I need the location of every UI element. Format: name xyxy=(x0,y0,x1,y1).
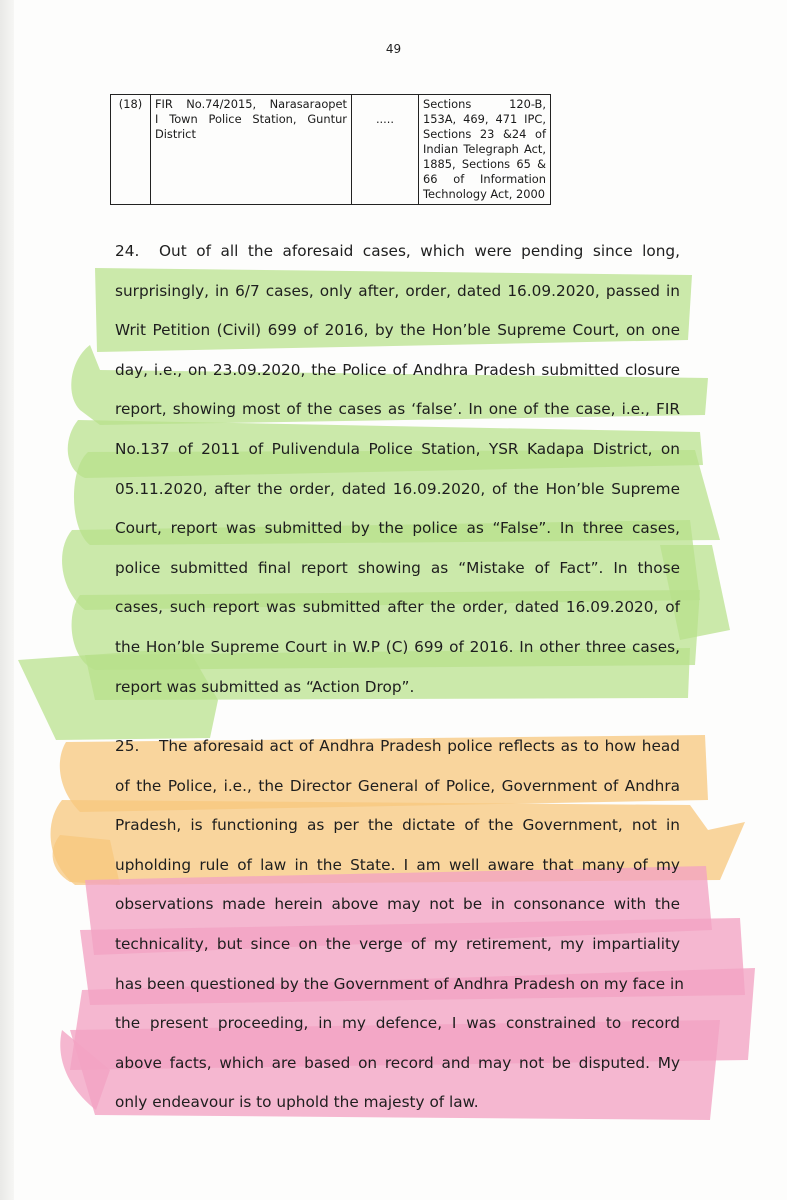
sections-line: 153A, 469, 471 IPC, xyxy=(423,112,546,126)
paragraph-line: the Hon’ble Supreme Court in W.P (C) 699 of 2016. In other three cases, xyxy=(115,637,680,656)
sections-line: Indian Telegraph Act, xyxy=(423,142,546,156)
paragraph-line: report was submitted as “Action Drop”. xyxy=(115,677,415,696)
paragraph-25 xyxy=(115,727,684,1123)
paragraph-line xyxy=(115,727,680,767)
dots-cell: ..... xyxy=(352,95,419,205)
paragraph-24 xyxy=(115,232,680,707)
sections-line: Technology Act, 2000 xyxy=(423,187,545,201)
sections-line: Sections 120-B, xyxy=(423,97,546,111)
paragraph-line: police submitted final report showing as “Mistake of Fact”. In those xyxy=(115,558,680,577)
paragraph-number: 24. xyxy=(115,242,140,260)
serial-cell: (18) xyxy=(111,95,151,205)
sections-line: 66 of Information xyxy=(423,172,546,186)
fir-line: I Town Police Station, Guntur xyxy=(155,112,347,126)
page-number: 49 xyxy=(385,42,402,56)
paragraph-line xyxy=(115,232,680,272)
paragraph-line: technicality, but since on the verge of my retirement, my impartiality xyxy=(115,934,680,953)
sections-line: Sections 23 &24 of xyxy=(423,127,546,141)
paragraph-line: cases, such report was submitted after the order, dated 16.09.2020, of xyxy=(115,598,680,617)
paragraph-line: report, showing most of the cases as ‘false’. In one of the case, i.e., FIR xyxy=(115,400,680,419)
paragraph-line: only endeavour is to uphold the majesty of law. xyxy=(115,1093,479,1112)
fir-line: District xyxy=(155,127,196,141)
paragraph-line: Court, report was submitted by the police as “False”. In three cases, xyxy=(115,519,680,538)
paragraph-line-text: Out of all the aforesaid cases, which were pending since long, xyxy=(159,242,680,260)
paragraph-line: the present proceeding, in my defence, I was constrained to record xyxy=(115,1014,680,1033)
fir-line: FIR No.74/2015, Narasaraopet xyxy=(155,97,347,111)
sections-line: 1885, Sections 65 & xyxy=(423,157,546,171)
paragraph-line: Pradesh, is functioning as per the dictate of the Government, not in xyxy=(115,816,680,835)
paragraph-line: 05.11.2020, after the order, dated 16.09.2020, of the Hon’ble Supreme xyxy=(115,479,680,498)
paragraph-line: above facts, which are based on record and may not be disputed. My xyxy=(115,1053,680,1072)
paragraph-number: 25. xyxy=(115,737,140,755)
paragraph-line: has been questioned by the Government of Andhra Pradesh on my face in xyxy=(115,974,684,993)
paragraph-line: of the Police, i.e., the Director General of Police, Government of Andhra xyxy=(115,776,680,795)
paragraph-line: Writ Petition (Civil) 699 of 2016, by the Hon’ble Supreme Court, on one xyxy=(115,321,680,340)
paragraph-line: surprisingly, in 6/7 cases, only after, order, dated 16.09.2020, passed in xyxy=(115,281,680,300)
paragraph-line: observations made herein above may not be in consonance with the xyxy=(115,895,680,914)
paragraph-line: upholding rule of law in the State. I am well aware that many of my xyxy=(115,855,680,874)
paragraph-line-text: The aforesaid act of Andhra Pradesh police reflects as to how head xyxy=(159,737,680,755)
paragraph-line: No.137 of 2011 of Pulivendula Police Station, YSR Kadapa District, on xyxy=(115,439,680,458)
paragraph-line: day, i.e., on 23.09.2020, the Police of Andhra Pradesh submitted closure xyxy=(115,360,680,379)
